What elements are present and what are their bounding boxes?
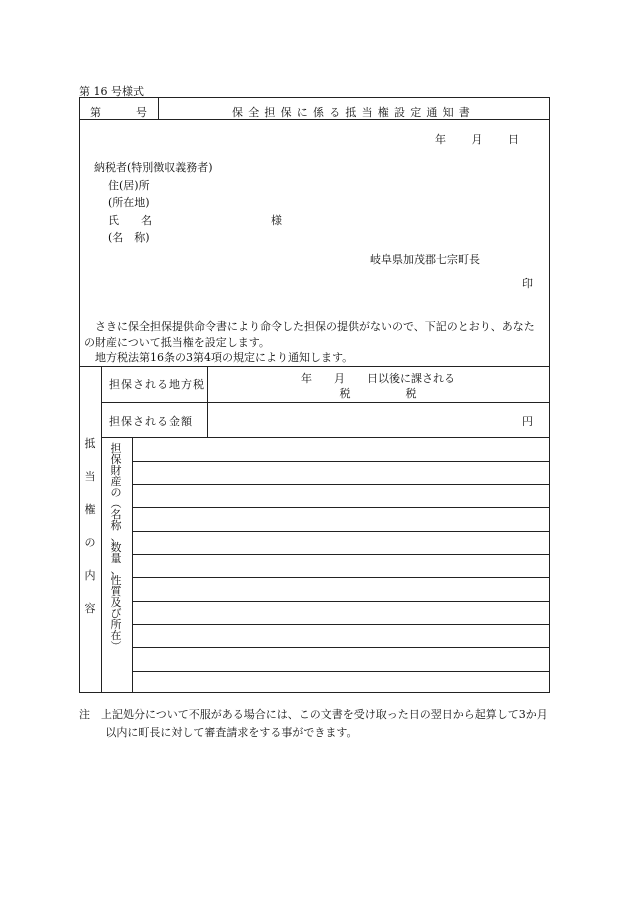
issuer: 岐阜県加茂郡七宗町長 bbox=[370, 253, 480, 266]
property-caption: 担 保 財 産 の ︵ 名 称 、 数 量 、 性 質 及 び 所 在 ︶ bbox=[110, 442, 122, 653]
name-alt-label: (名 称) bbox=[108, 231, 150, 244]
property-line bbox=[132, 461, 549, 462]
body-paragraph-1: さきに保全担保提供命令書により命令した担保の提供がないので、下記のとおり、あなたの財産について抵当権を設定します。 bbox=[84, 320, 535, 349]
contents-side-caption: 抵 当 権 の 内 容 bbox=[84, 437, 96, 615]
name-label: 氏 名 bbox=[108, 214, 152, 227]
taxpayer-heading: 納税者(特別徴収義務者) bbox=[94, 161, 213, 174]
caption-column-divider bbox=[101, 366, 102, 692]
amount-unit: 円 bbox=[522, 415, 533, 428]
property-caption-divider bbox=[132, 437, 133, 692]
tax-row-divider bbox=[101, 402, 549, 403]
property-line bbox=[132, 624, 549, 625]
address-alt-label: (所在地) bbox=[108, 196, 150, 209]
property-line bbox=[132, 671, 549, 672]
doc-number-suffix: 号 bbox=[136, 106, 147, 119]
property-line bbox=[132, 647, 549, 648]
notice-frame bbox=[79, 97, 550, 693]
footnote bbox=[79, 706, 557, 742]
body-text bbox=[84, 319, 545, 366]
table-top-border bbox=[80, 366, 549, 367]
property-line bbox=[132, 577, 549, 578]
footnote-text: 注 上記処分について不服がある場合には、この文書を受け取った日の翌日から起算して3か月以内に町長に対して審査請求をする事ができます。 bbox=[79, 708, 548, 739]
amount-row-divider bbox=[101, 437, 549, 438]
honorific: 様 bbox=[271, 214, 282, 227]
doc-title: 保全担保に係る抵当権設定通知書 bbox=[232, 106, 475, 119]
body-paragraph-2: 地方税法第16条の3第4項の規定により通知します。 bbox=[95, 351, 354, 364]
form-number: 第 16 号様式 bbox=[79, 85, 144, 98]
property-line bbox=[132, 507, 549, 508]
tax-value-line-1: 年 月 日以後に課される bbox=[301, 372, 455, 385]
property-line bbox=[132, 601, 549, 602]
tax-value-line-2: 税 税 bbox=[339, 387, 417, 400]
address-label: 住(居)所 bbox=[108, 179, 150, 192]
doc-number-label: 第 bbox=[90, 106, 101, 119]
tax-label: 担保される地方税 bbox=[109, 378, 205, 391]
date-line: 年 月 日 bbox=[435, 133, 519, 146]
property-line bbox=[132, 531, 549, 532]
amount-label: 担保される金額 bbox=[109, 415, 193, 428]
property-line bbox=[132, 554, 549, 555]
property-line bbox=[132, 484, 549, 485]
seal-mark: 印 bbox=[522, 277, 533, 290]
